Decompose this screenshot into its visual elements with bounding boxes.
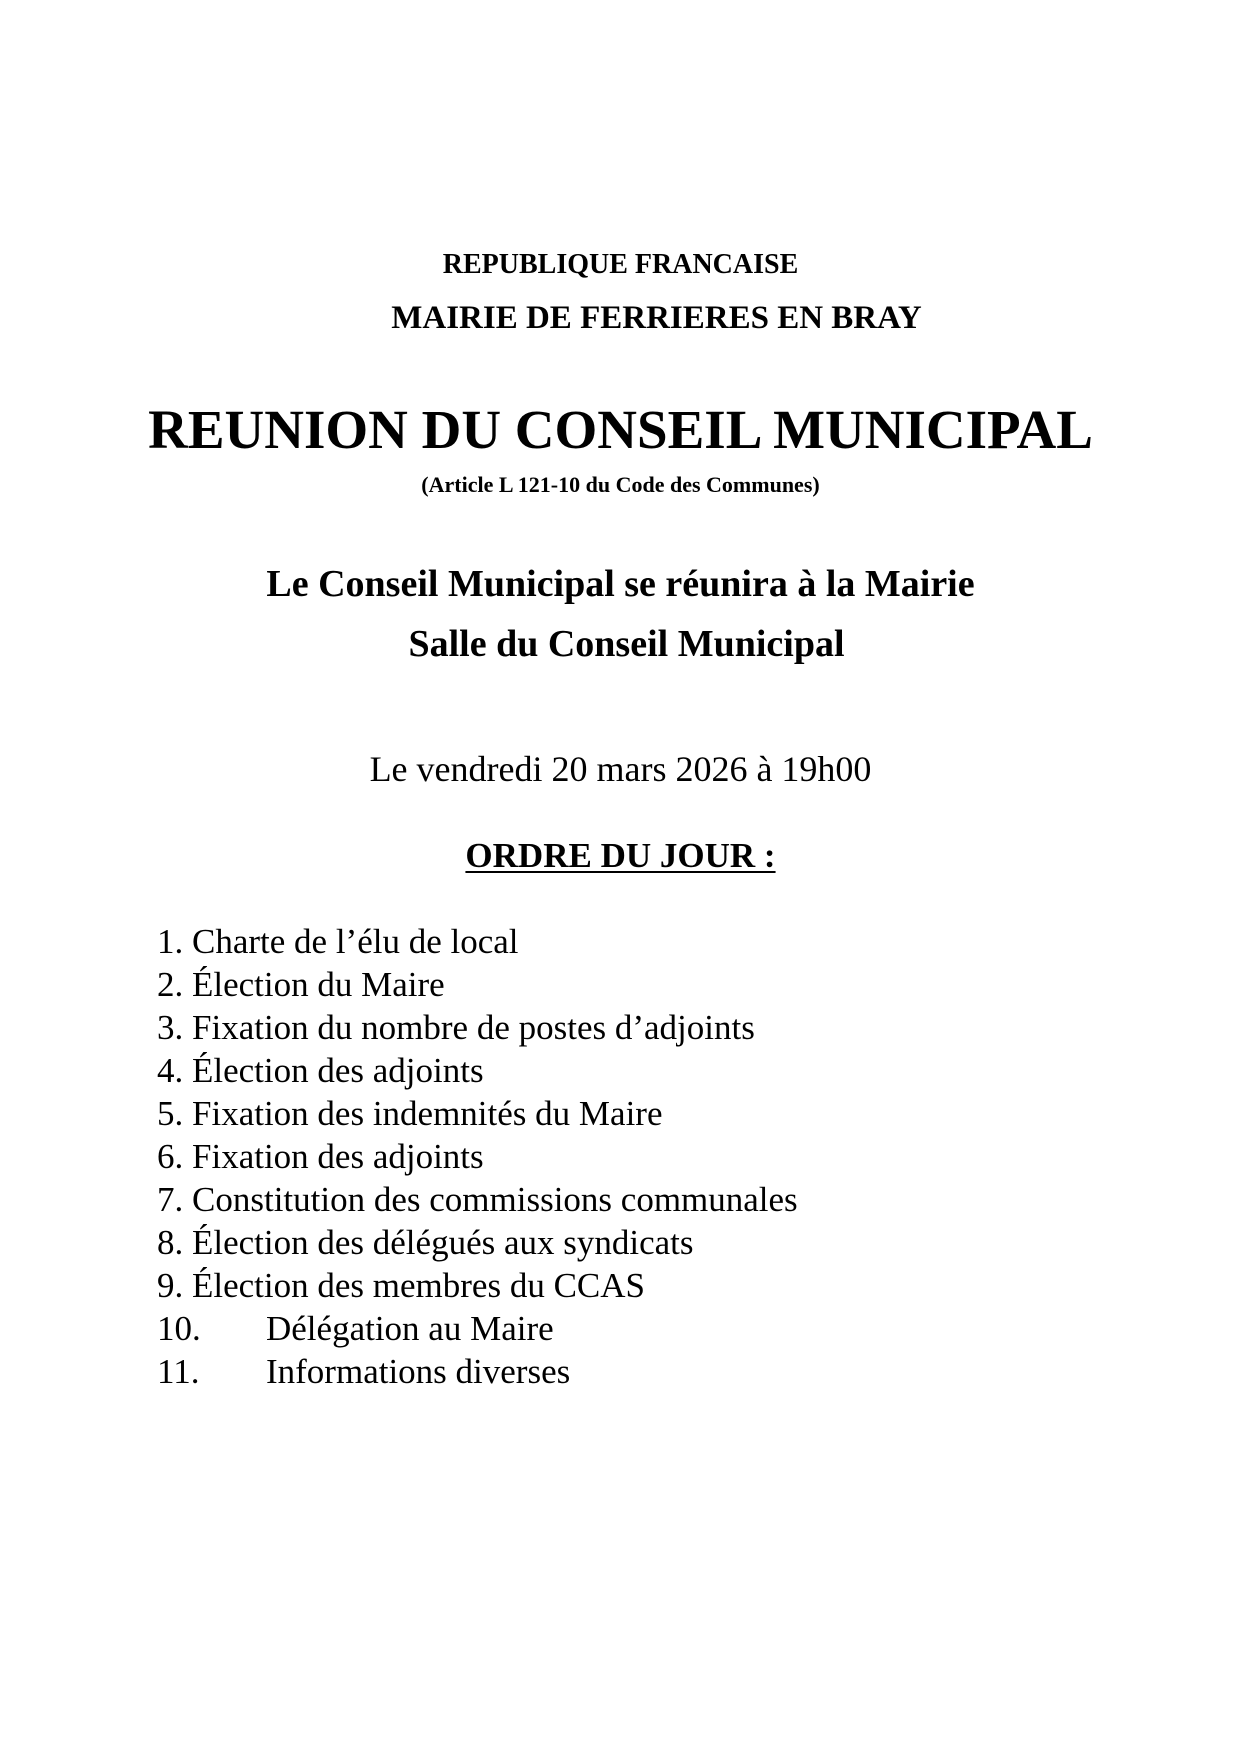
item-number: 9. xyxy=(157,1266,184,1305)
item-number: 10. xyxy=(157,1309,201,1348)
item-text: Élection des adjoints xyxy=(192,1051,484,1090)
article-reference: (Article L 121-10 du Code des Communes) xyxy=(421,472,820,497)
item-number: 4. xyxy=(157,1051,184,1090)
item-number: 7. xyxy=(157,1180,184,1219)
agenda-item xyxy=(157,1225,694,1260)
item-text: Élection du Maire xyxy=(192,965,445,1004)
item-text: Fixation des indemnités du Maire xyxy=(192,1094,663,1133)
mairie-heading: MAIRIE DE FERRIERES EN BRAY xyxy=(391,300,922,336)
agenda-item xyxy=(157,1096,662,1131)
agenda-item xyxy=(157,1053,484,1088)
item-number: 2. xyxy=(157,965,184,1004)
republic-heading: REPUBLIQUE FRANCAISE xyxy=(442,249,799,280)
item-number: 8. xyxy=(157,1223,184,1262)
item-number: 3. xyxy=(157,1008,184,1047)
agenda-item xyxy=(157,1268,645,1303)
agenda-item xyxy=(157,1139,484,1174)
item-text: Fixation des adjoints xyxy=(192,1137,484,1176)
item-text: Élection des membres du CCAS xyxy=(192,1266,646,1305)
location-line-2: Salle du Conseil Municipal xyxy=(408,623,845,665)
agenda-item xyxy=(157,967,445,1002)
item-text: Fixation du nombre de postes d’adjoints xyxy=(192,1008,755,1047)
meeting-date: Le vendredi 20 mars 2026 à 19h00 xyxy=(369,749,872,789)
item-number: 11. xyxy=(157,1352,200,1391)
item-number: 1. xyxy=(157,922,184,961)
item-number: 6. xyxy=(157,1137,184,1176)
item-text: Constitution des commissions communales xyxy=(192,1180,798,1219)
item-text: Élection des délégués aux syndicats xyxy=(192,1223,694,1262)
document-title: REUNION DU CONSEIL MUNICIPAL xyxy=(148,399,1093,460)
agenda-item xyxy=(157,1354,570,1389)
agenda-item xyxy=(157,924,519,959)
agenda-heading: ORDRE DU JOUR : xyxy=(465,836,776,875)
item-text: Informations diverses xyxy=(266,1352,571,1391)
item-text: Charte de l’élu de local xyxy=(192,922,519,961)
agenda-item xyxy=(157,1311,554,1346)
item-text: Délégation au Maire xyxy=(266,1309,554,1348)
location-line-1: Le Conseil Municipal se réunira à la Mairie xyxy=(266,563,975,605)
item-number: 5. xyxy=(157,1094,184,1133)
agenda-item xyxy=(157,1010,755,1045)
agenda-item xyxy=(157,1182,798,1217)
